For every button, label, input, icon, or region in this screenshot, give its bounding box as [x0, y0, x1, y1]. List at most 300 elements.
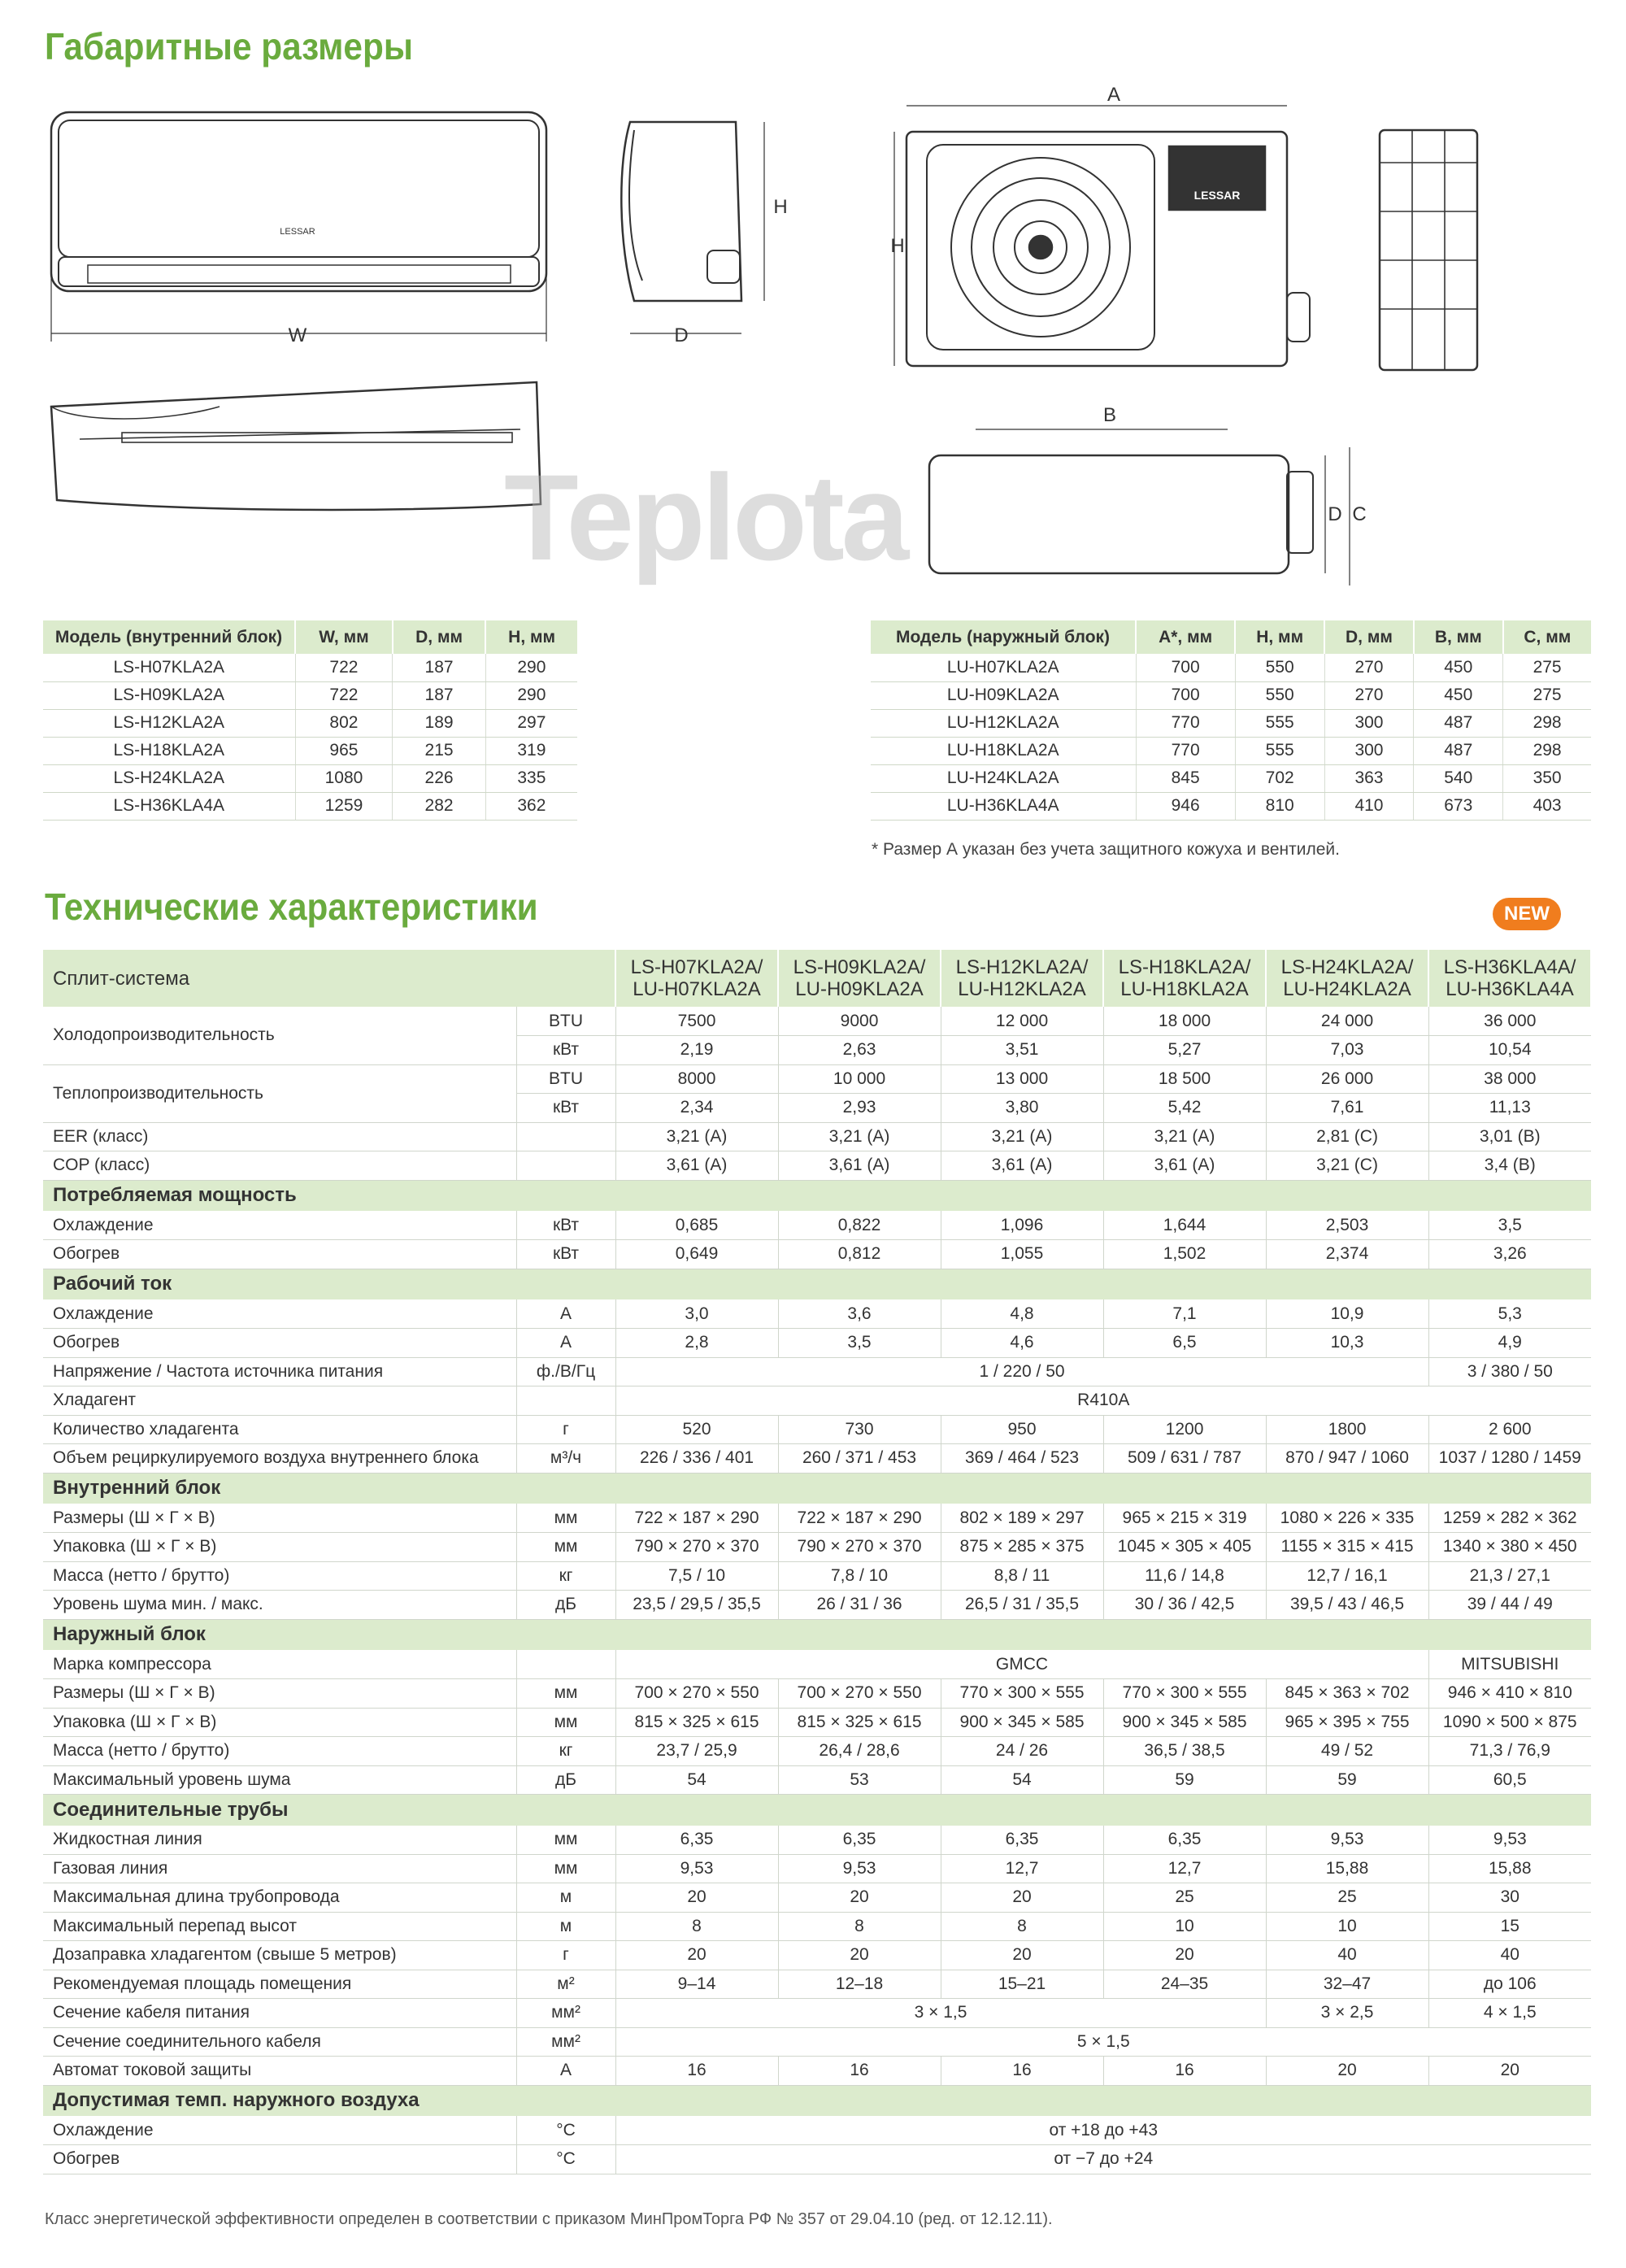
spec-value: 3,51: [941, 1036, 1103, 1065]
indoor-cell: LS-H18KLA2A: [43, 737, 295, 764]
spec-value: 7,1: [1103, 1299, 1266, 1329]
spec-value: 20: [1103, 1941, 1266, 1970]
spec-value: 30: [1428, 1883, 1591, 1913]
outdoor-table-row: [871, 681, 1591, 709]
spec-value: 3,80: [941, 1094, 1103, 1123]
spec-value: 23,5 / 29,5 / 35,5: [615, 1591, 778, 1620]
spec-row: [43, 2145, 1591, 2174]
spec-unit: [516, 1151, 615, 1181]
outdoor-cell: LU-H07KLA2A: [871, 654, 1136, 681]
spec-value: 20: [1428, 2057, 1591, 2086]
spec-row: [43, 1826, 1591, 1855]
spec-value: 10: [1266, 1912, 1428, 1941]
indoor-cell: 335: [485, 764, 577, 792]
outdoor-cell: 450: [1414, 681, 1503, 709]
spec-value: 3,4 (B): [1428, 1151, 1591, 1181]
spec-value: 965 × 395 × 755: [1266, 1708, 1428, 1737]
outdoor-cell: 275: [1503, 654, 1591, 681]
model-header-line: LS-H07KLA2A/: [630, 956, 763, 978]
indoor-cell: LS-H36KLA4A: [43, 792, 295, 820]
spec-value: 900 × 345 × 585: [941, 1708, 1103, 1737]
spec-value: 1045 × 305 × 405: [1103, 1533, 1266, 1562]
spec-value: 2,93: [778, 1094, 941, 1123]
dim-label-d: D: [674, 324, 689, 346]
outdoor-header-c: C, мм: [1503, 620, 1591, 654]
indoor-unit-bottom-drawing: [51, 382, 541, 510]
indoor-cell: 1259: [295, 792, 393, 820]
spec-value: 845 × 363 × 702: [1266, 1679, 1428, 1709]
spec-value: 2,503: [1266, 1211, 1428, 1240]
spec-value: 8: [941, 1912, 1103, 1941]
spec-value: 3,21 (A): [615, 1122, 778, 1151]
outdoor-cell: 700: [1136, 681, 1235, 709]
spec-value: 10 000: [778, 1064, 941, 1094]
spec-value: 18 000: [1103, 1007, 1266, 1036]
spec-value: 6,35: [941, 1826, 1103, 1855]
spec-section-row: [43, 2085, 1591, 2116]
spec-value: 226 / 336 / 401: [615, 1444, 778, 1474]
spec-value: 60,5: [1428, 1765, 1591, 1795]
dim-label-w: W: [288, 324, 307, 346]
spec-unit: [516, 1122, 615, 1151]
spec-unit: мм: [516, 1854, 615, 1883]
spec-value: 9000: [778, 1007, 941, 1036]
spec-value: 24 / 26: [941, 1737, 1103, 1766]
indoor-logo-text: LESSAR: [280, 227, 315, 237]
spec-value: 2,63: [778, 1036, 941, 1065]
spec-value: 815 × 325 × 615: [778, 1708, 941, 1737]
spec-row: [43, 2116, 1591, 2145]
outdoor-unit-side-drawing: [1380, 130, 1477, 370]
spec-unit: м³/ч: [516, 1444, 615, 1474]
spec-value: 10,9: [1266, 1299, 1428, 1329]
spec-row: [43, 1765, 1591, 1795]
spec-value: 3,5: [778, 1329, 941, 1358]
spec-value: 5,27: [1103, 1036, 1266, 1065]
spec-value: 4,8: [941, 1299, 1103, 1329]
spec-value: 26 000: [1266, 1064, 1428, 1094]
spec-unit: кВт: [516, 1036, 615, 1065]
spec-value: 3,61 (A): [615, 1151, 778, 1181]
spec-row: [43, 1299, 1591, 1329]
spec-value: 5,3: [1428, 1299, 1591, 1329]
outdoor-cell: 673: [1414, 792, 1503, 820]
indoor-cell: 362: [485, 792, 577, 820]
spec-row: [43, 1240, 1591, 1269]
spec-value: 5,42: [1103, 1094, 1266, 1123]
outdoor-header-h: H, мм: [1235, 620, 1324, 654]
spec-value: 1090 × 500 × 875: [1428, 1708, 1591, 1737]
spec-unit: мм: [516, 1679, 615, 1709]
spec-value: 802 × 189 × 297: [941, 1504, 1103, 1533]
spec-value: 1,644: [1103, 1211, 1266, 1240]
outdoor-cell: 540: [1414, 764, 1503, 792]
indoor-cell: 297: [485, 709, 577, 737]
spec-label: Размеры (Ш × Г × В): [43, 1679, 516, 1709]
outdoor-table-row: [871, 709, 1591, 737]
spec-value: 8,8 / 11: [941, 1561, 1103, 1591]
model-header: [778, 950, 941, 1007]
outdoor-cell: LU-H18KLA2A: [871, 737, 1136, 764]
spec-label: Дозаправка хладагентом (свыше 5 метров): [43, 1941, 516, 1970]
spec-value: 54: [615, 1765, 778, 1795]
indoor-cell: 187: [393, 654, 485, 681]
outdoor-cell: 946: [1136, 792, 1235, 820]
indoor-cell: LS-H24KLA2A: [43, 764, 295, 792]
spec-value: 20: [1266, 2057, 1428, 2086]
spec-label: Объем рециркулируемого воздуха внутреннего блока: [43, 1444, 516, 1474]
spec-value: 59: [1266, 1765, 1428, 1795]
outdoor-unit-front-drawing: [894, 106, 1310, 366]
outdoor-header-a: A*, мм: [1136, 620, 1235, 654]
spec-section-title: Внутренний блок: [43, 1473, 1591, 1504]
indoor-cell: LS-H07KLA2A: [43, 654, 295, 681]
spec-value: 10,3: [1266, 1329, 1428, 1358]
energy-class-note: Класс энергетической эффективности определен в соответствии с приказом МинПромТорга РФ № 357 от 29.04.10 (ред. от 12.12.11).: [45, 2210, 1053, 2228]
spec-row: [43, 1999, 1591, 2028]
spec-unit: кВт: [516, 1094, 615, 1123]
spec-unit: [516, 1386, 615, 1416]
indoor-cell: 290: [485, 681, 577, 709]
spec-unit: г: [516, 1941, 615, 1970]
spec-value: 790 × 270 × 370: [778, 1533, 941, 1562]
indoor-header-model: Модель (внутренний блок): [43, 620, 295, 654]
outdoor-cell: LU-H09KLA2A: [871, 681, 1136, 709]
spec-value: 20: [615, 1941, 778, 1970]
spec-value: 3,61 (A): [778, 1151, 941, 1181]
spec-value: 730: [778, 1415, 941, 1444]
spec-value: 1800: [1266, 1415, 1428, 1444]
spec-label: Масса (нетто / брутто): [43, 1737, 516, 1766]
indoor-table-row: [43, 654, 577, 681]
spec-value: 12,7: [941, 1854, 1103, 1883]
spec-value: 8: [778, 1912, 941, 1941]
spec-value: 20: [941, 1941, 1103, 1970]
spec-unit: дБ: [516, 1765, 615, 1795]
spec-label: Охлаждение: [43, 1299, 516, 1329]
spec-label: Обогрев: [43, 2145, 516, 2174]
spec-unit: мм: [516, 1533, 615, 1562]
spec-value: 6,5: [1103, 1329, 1266, 1358]
indoor-table-row: [43, 792, 577, 820]
spec-value: 16: [778, 2057, 941, 2086]
spec-value-merged: 3 / 380 / 50: [1428, 1357, 1591, 1386]
model-header: [941, 950, 1103, 1007]
spec-label: Рекомендуемая площадь помещения: [43, 1970, 516, 1999]
indoor-cell: 1080: [295, 764, 393, 792]
outdoor-cell: 700: [1136, 654, 1235, 681]
spec-row: [43, 1591, 1591, 1620]
spec-section-row: [43, 1180, 1591, 1211]
spec-value: 2,34: [615, 1094, 778, 1123]
spec-value: 0,812: [778, 1240, 941, 1269]
spec-value: 36 000: [1428, 1007, 1591, 1036]
spec-row: [43, 1912, 1591, 1941]
spec-unit: кВт: [516, 1211, 615, 1240]
specs-table: [43, 950, 1592, 2174]
spec-section-row: [43, 1619, 1591, 1650]
model-header-line: LS-H24KLA2A/: [1280, 956, 1414, 978]
spec-value: 15–21: [941, 1970, 1103, 1999]
spec-value: 12,7 / 16,1: [1266, 1561, 1428, 1591]
section-title-dimensions: Габаритные размеры: [45, 25, 413, 67]
spec-label: Жидкостная линия: [43, 1826, 516, 1855]
model-header-line: LS-H18KLA2A/: [1118, 956, 1251, 978]
spec-value: 2 600: [1428, 1415, 1591, 1444]
spec-section-row: [43, 1473, 1591, 1504]
spec-unit: м²: [516, 1970, 615, 1999]
spec-value: 25: [1266, 1883, 1428, 1913]
spec-value: 49 / 52: [1266, 1737, 1428, 1766]
dimension-footnote: * Размер А указан без учета защитного кожуха и вентилей.: [872, 840, 1340, 859]
outdoor-cell: 555: [1235, 709, 1324, 737]
spec-row: [43, 1854, 1591, 1883]
spec-value: 3,21 (A): [1103, 1122, 1266, 1151]
model-header-line: LS-H09KLA2A/: [793, 956, 926, 978]
spec-label: Охлаждение: [43, 1211, 516, 1240]
spec-label: Упаковка (Ш × Г × В): [43, 1708, 516, 1737]
spec-label: Масса (нетто / брутто): [43, 1561, 516, 1591]
specs-header-row: [43, 950, 1591, 1007]
spec-value: 12,7: [1103, 1854, 1266, 1883]
spec-label: Обогрев: [43, 1240, 516, 1269]
spec-section-row: [43, 1795, 1591, 1826]
dim-label-d2: D: [1328, 503, 1342, 525]
outdoor-cell: 363: [1324, 764, 1414, 792]
spec-unit: °С: [516, 2116, 615, 2145]
spec-unit: BTU: [516, 1064, 615, 1094]
model-header-line: LU-H12KLA2A: [958, 978, 1086, 1000]
spec-label: Газовая линия: [43, 1854, 516, 1883]
outdoor-table-row: [871, 792, 1591, 820]
spec-unit: г: [516, 1415, 615, 1444]
spec-value: 3,0: [615, 1299, 778, 1329]
spec-value: 15,88: [1428, 1854, 1591, 1883]
spec-value: 15: [1428, 1912, 1591, 1941]
outdoor-cell: 770: [1136, 737, 1235, 764]
spec-unit: А: [516, 2057, 615, 2086]
spec-value: 6,35: [778, 1826, 941, 1855]
spec-value: 36,5 / 38,5: [1103, 1737, 1266, 1766]
spec-value: 32–47: [1266, 1970, 1428, 1999]
spec-value: 8: [615, 1912, 778, 1941]
dim-label-c: C: [1352, 503, 1367, 525]
spec-label: EER (класс): [43, 1122, 516, 1151]
spec-value: 875 × 285 × 375: [941, 1533, 1103, 1562]
spec-row: [43, 1561, 1591, 1591]
spec-row: [43, 1533, 1591, 1562]
spec-label: Марка компрессора: [43, 1650, 516, 1679]
spec-value: 815 × 325 × 615: [615, 1708, 778, 1737]
model-header-line: LU-H36KLA4A: [1446, 978, 1574, 1000]
spec-row: [43, 1329, 1591, 1358]
model-header-line: LU-H18KLA2A: [1120, 978, 1249, 1000]
indoor-cell: 282: [393, 792, 485, 820]
indoor-cell: 722: [295, 681, 393, 709]
outdoor-cell: 550: [1235, 654, 1324, 681]
outdoor-cell: 270: [1324, 681, 1414, 709]
spec-label: Количество хладагента: [43, 1415, 516, 1444]
dim-label-h2: H: [890, 235, 905, 257]
indoor-cell: 722: [295, 654, 393, 681]
outdoor-table-row: [871, 764, 1591, 792]
spec-value-merged: 1 / 220 / 50: [615, 1357, 1428, 1386]
spec-section-title: Допустимая темп. наружного воздуха: [43, 2085, 1591, 2116]
spec-value: 11,6 / 14,8: [1103, 1561, 1266, 1591]
spec-value: 38 000: [1428, 1064, 1591, 1094]
spec-label: Напряжение / Частота источника питания: [43, 1357, 516, 1386]
spec-unit: мм²: [516, 1999, 615, 2028]
spec-value: 509 / 631 / 787: [1103, 1444, 1266, 1474]
model-header-line: LU-H24KLA2A: [1283, 978, 1411, 1000]
indoor-table-row: [43, 737, 577, 764]
spec-unit: мм: [516, 1708, 615, 1737]
section-title-specs: Технические характеристики: [45, 886, 538, 928]
indoor-dimensions-table: [43, 620, 577, 821]
outdoor-header-b: B, мм: [1414, 620, 1503, 654]
spec-value: 59: [1103, 1765, 1266, 1795]
outdoor-cell: 555: [1235, 737, 1324, 764]
spec-value: 24–35: [1103, 1970, 1266, 1999]
outdoor-table-row: [871, 737, 1591, 764]
spec-label: Размеры (Ш × Г × В): [43, 1504, 516, 1533]
outdoor-logo-text: LESSAR: [1193, 189, 1241, 202]
outdoor-cell: 300: [1324, 737, 1414, 764]
spec-row: [43, 1650, 1591, 1679]
outdoor-cell: 270: [1324, 654, 1414, 681]
spec-value: 21,3 / 27,1: [1428, 1561, 1591, 1591]
spec-row: [43, 1970, 1591, 1999]
outdoor-cell: 845: [1136, 764, 1235, 792]
new-badge: NEW: [1493, 898, 1561, 930]
spec-value: 3,21 (C): [1266, 1151, 1428, 1181]
spec-value-merged: MITSUBISHI: [1428, 1650, 1591, 1679]
spec-label: COP (класс): [43, 1151, 516, 1181]
spec-value: 3,6: [778, 1299, 941, 1329]
spec-value: 9,53: [615, 1854, 778, 1883]
spec-value: 7,03: [1266, 1036, 1428, 1065]
model-header: [615, 950, 778, 1007]
model-header: [1428, 950, 1591, 1007]
spec-value: 7,61: [1266, 1094, 1428, 1123]
outdoor-header-model: Модель (наружный блок): [871, 620, 1136, 654]
spec-unit: ф./В/Гц: [516, 1357, 615, 1386]
spec-value: 3,26: [1428, 1240, 1591, 1269]
spec-value: 3,01 (B): [1428, 1122, 1591, 1151]
indoor-cell: 802: [295, 709, 393, 737]
spec-value: 1,502: [1103, 1240, 1266, 1269]
spec-value: 0,685: [615, 1211, 778, 1240]
spec-value: 0,822: [778, 1211, 941, 1240]
spec-label: Максимальный уровень шума: [43, 1765, 516, 1795]
spec-unit: мм: [516, 1504, 615, 1533]
spec-unit: [516, 1650, 615, 1679]
dim-label-b: B: [1102, 404, 1117, 426]
model-header-line: LU-H07KLA2A: [633, 978, 761, 1000]
spec-value: 946 × 410 × 810: [1428, 1679, 1591, 1709]
spec-value: 40: [1266, 1941, 1428, 1970]
spec-value: 2,374: [1266, 1240, 1428, 1269]
indoor-cell: 189: [393, 709, 485, 737]
spec-unit: кВт: [516, 1240, 615, 1269]
spec-value: 20: [778, 1941, 941, 1970]
spec-value: 12–18: [778, 1970, 941, 1999]
specs-header-label: Сплит-система: [43, 950, 615, 1007]
indoor-cell: 319: [485, 737, 577, 764]
spec-row: [43, 1679, 1591, 1709]
spec-value: 1,055: [941, 1240, 1103, 1269]
outdoor-header-d: D, мм: [1324, 620, 1414, 654]
spec-value-merged: R410A: [615, 1386, 1591, 1416]
indoor-header-w: W, мм: [295, 620, 393, 654]
spec-value: 1155 × 315 × 415: [1266, 1533, 1428, 1562]
spec-row: [43, 1122, 1591, 1151]
spec-value: 1080 × 226 × 335: [1266, 1504, 1428, 1533]
spec-row: [43, 1444, 1591, 1474]
spec-unit: мм²: [516, 2027, 615, 2057]
spec-value: 9,53: [1266, 1826, 1428, 1855]
spec-value: 16: [1103, 2057, 1266, 2086]
spec-section-title: Соединительные трубы: [43, 1795, 1591, 1826]
spec-section-title: Наружный блок: [43, 1619, 1591, 1650]
spec-value: 40: [1428, 1941, 1591, 1970]
spec-label: Холодопроизводительность: [43, 1007, 516, 1064]
spec-value: 4,9: [1428, 1329, 1591, 1358]
spec-value: 1340 × 380 × 450: [1428, 1533, 1591, 1562]
indoor-cell: 226: [393, 764, 485, 792]
spec-label: Максимальный перепад высот: [43, 1912, 516, 1941]
indoor-cell: 965: [295, 737, 393, 764]
model-header: [1103, 950, 1266, 1007]
indoor-cell: 187: [393, 681, 485, 709]
spec-value: 770 × 300 × 555: [1103, 1679, 1266, 1709]
outdoor-cell: 410: [1324, 792, 1414, 820]
outdoor-cell: 487: [1414, 709, 1503, 737]
spec-value: 3,61 (A): [1103, 1151, 1266, 1181]
spec-value: 3,5: [1428, 1211, 1591, 1240]
spec-value: 2,81 (C): [1266, 1122, 1428, 1151]
spec-value: 10: [1103, 1912, 1266, 1941]
spec-value: 26 / 31 / 36: [778, 1591, 941, 1620]
spec-value: 2,8: [615, 1329, 778, 1358]
spec-value: 71,3 / 76,9: [1428, 1737, 1591, 1766]
spec-value: 16: [615, 2057, 778, 2086]
spec-label: Автомат токовой защиты: [43, 2057, 516, 2086]
spec-value-merged: 3 × 2,5: [1266, 1999, 1428, 2028]
spec-row: [43, 1211, 1591, 1240]
dim-label-a: A: [1106, 84, 1121, 106]
spec-value: 39,5 / 43 / 46,5: [1266, 1591, 1428, 1620]
outdoor-cell: 298: [1503, 709, 1591, 737]
indoor-unit-side-drawing: [621, 122, 764, 333]
spec-label: Обогрев: [43, 1329, 516, 1358]
spec-unit: м: [516, 1912, 615, 1941]
spec-value: 369 / 464 / 523: [941, 1444, 1103, 1474]
spec-row: [43, 1386, 1591, 1416]
spec-value-merged: от −7 до +24: [615, 2145, 1591, 2174]
spec-value: 722 × 187 × 290: [778, 1504, 941, 1533]
spec-value: 10,54: [1428, 1036, 1591, 1065]
model-header-line: LS-H36KLA4A/: [1443, 956, 1576, 978]
watermark: Teplota: [504, 449, 906, 586]
indoor-header-h: H, мм: [485, 620, 577, 654]
indoor-cell: LS-H12KLA2A: [43, 709, 295, 737]
model-header: [1266, 950, 1428, 1007]
spec-value: 9,53: [1428, 1826, 1591, 1855]
spec-value: 12 000: [941, 1007, 1103, 1036]
spec-label: Сечение кабеля питания: [43, 1999, 516, 2028]
spec-row: [43, 1504, 1591, 1533]
